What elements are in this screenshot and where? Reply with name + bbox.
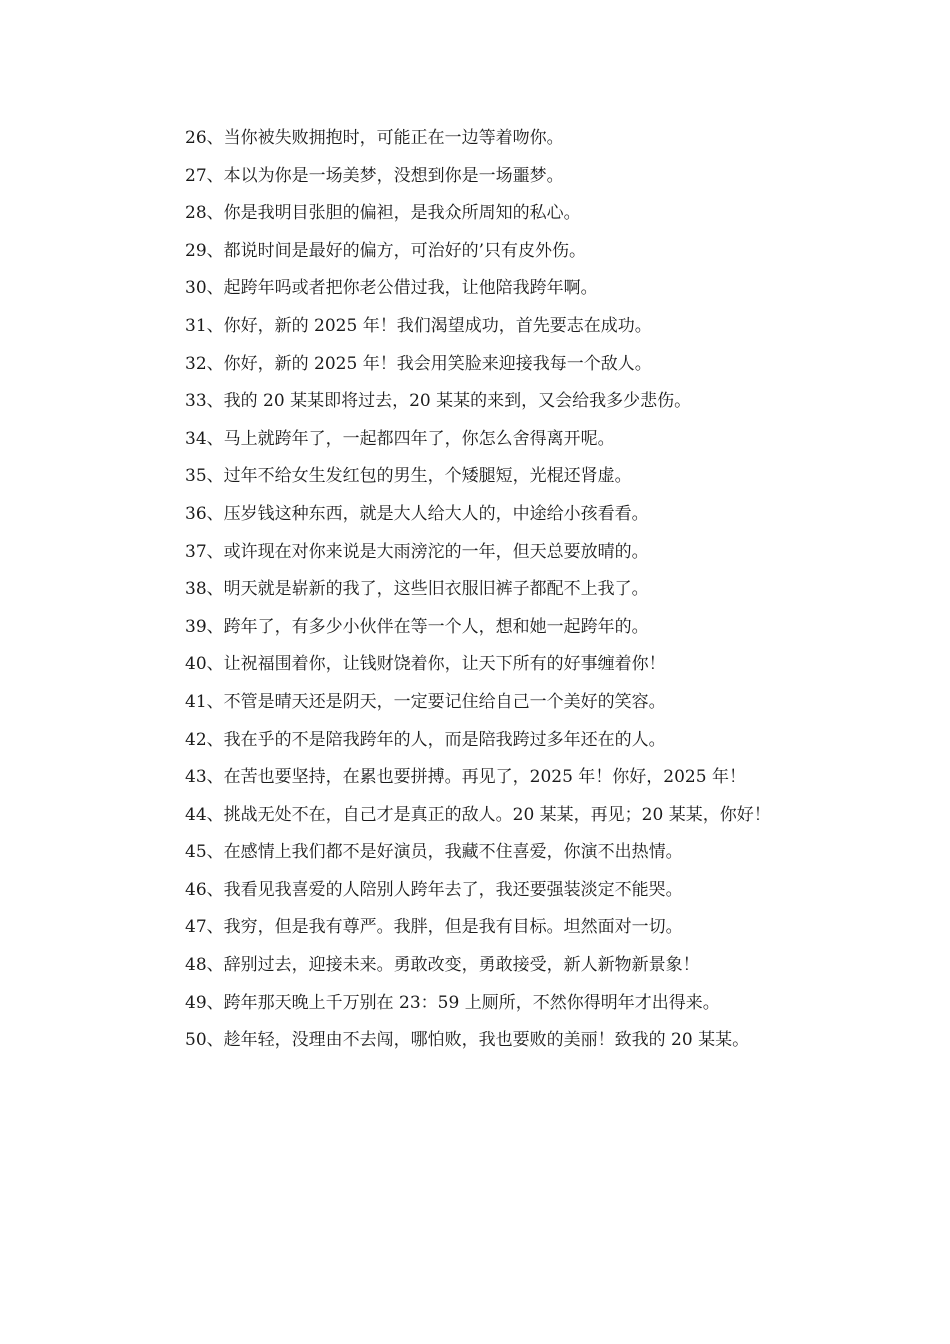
paragraph-46: 46、我看见我喜爱的人陪别人跨年去了，我还要强装淡定不能哭。	[185, 879, 683, 900]
paragraph-49: 49、跨年那天晚上千万别在 23：59 上厕所，不然你得明年才出得来。	[185, 992, 720, 1013]
paragraph-33: 33、我的 20 某某即将过去，20 某某的来到，又会给我多少悲伤。	[185, 391, 692, 412]
paragraph-32: 32、你好，新的 2025 年！我会用笑脸来迎接我每一个敌人。	[185, 353, 652, 374]
paragraph-44: 44、挑战无处不在，自己才是真正的敌人。20 某某，再见；20 某某，你好！	[185, 804, 771, 825]
paragraph-34: 34、马上就跨年了，一起都四年了，你怎么舍得离开呢。	[185, 428, 615, 449]
paragraph-30: 30、起跨年吗或者把你老公借过我，让他陪我跨年啊。	[185, 278, 598, 299]
paragraph-43: 43、在苦也要坚持，在累也要拼搏。再见了，2025 年！你好，2025 年！	[185, 767, 746, 788]
paragraph-50: 50、趁年轻，没理由不去闯，哪怕败，我也要败的美丽！致我的 20 某某。	[185, 1030, 750, 1051]
paragraph-31: 31、你好，新的 2025 年！我们渴望成功，首先要志在成功。	[185, 315, 652, 336]
paragraph-42: 42、我在乎的不是陪我跨年的人，而是陪我跨过多年还在的人。	[185, 729, 666, 750]
paragraph-39: 39、跨年了，有多少小伙伴在等一个人，想和她一起跨年的。	[185, 616, 649, 637]
paragraph-38: 38、明天就是崭新的我了，这些旧衣服旧裤子都配不上我了。	[185, 579, 649, 600]
paragraph-41: 41、不管是晴天还是阴天，一定要记住给自己一个美好的笑容。	[185, 691, 666, 712]
paragraph-45: 45、在感情上我们都不是好演员，我藏不住喜爱，你演不出热情。	[185, 842, 683, 863]
paragraph-28: 28、你是我明目张胆的偏袒，是我众所周知的私心。	[185, 203, 581, 224]
paragraph-29: 29、都说时间是最好的偏方，可治好的’只有皮外伤。	[185, 240, 587, 261]
paragraph-26: 26、当你被失败拥抱时，可能正在一边等着吻你。	[185, 128, 564, 148]
paragraph-36: 36、压岁钱这种东西，就是大人给大人的，中途给小孩看看。	[185, 503, 649, 524]
paragraph-37: 37、或许现在对你来说是大雨滂沱的一年，但天总要放晴的。	[185, 541, 649, 562]
document-body	[147, 120, 792, 1060]
paragraph-40: 40、让祝福围着你，让钱财饶着你，让天下所有的好事缠着你！	[185, 654, 666, 675]
paragraph-27: 27、本以为你是一场美梦，没想到你是一场噩梦。	[185, 165, 564, 186]
paragraph-35: 35、过年不给女生发红包的男生，个矮腿短，光棍还肾虚。	[185, 466, 632, 487]
paragraph-48: 48、辞别过去，迎接未来。勇敢改变，勇敢接受，新人新物新景象！	[185, 955, 700, 976]
paragraph-47: 47、我穷，但是我有尊严。我胖，但是我有目标。坦然面对一切。	[185, 917, 683, 938]
